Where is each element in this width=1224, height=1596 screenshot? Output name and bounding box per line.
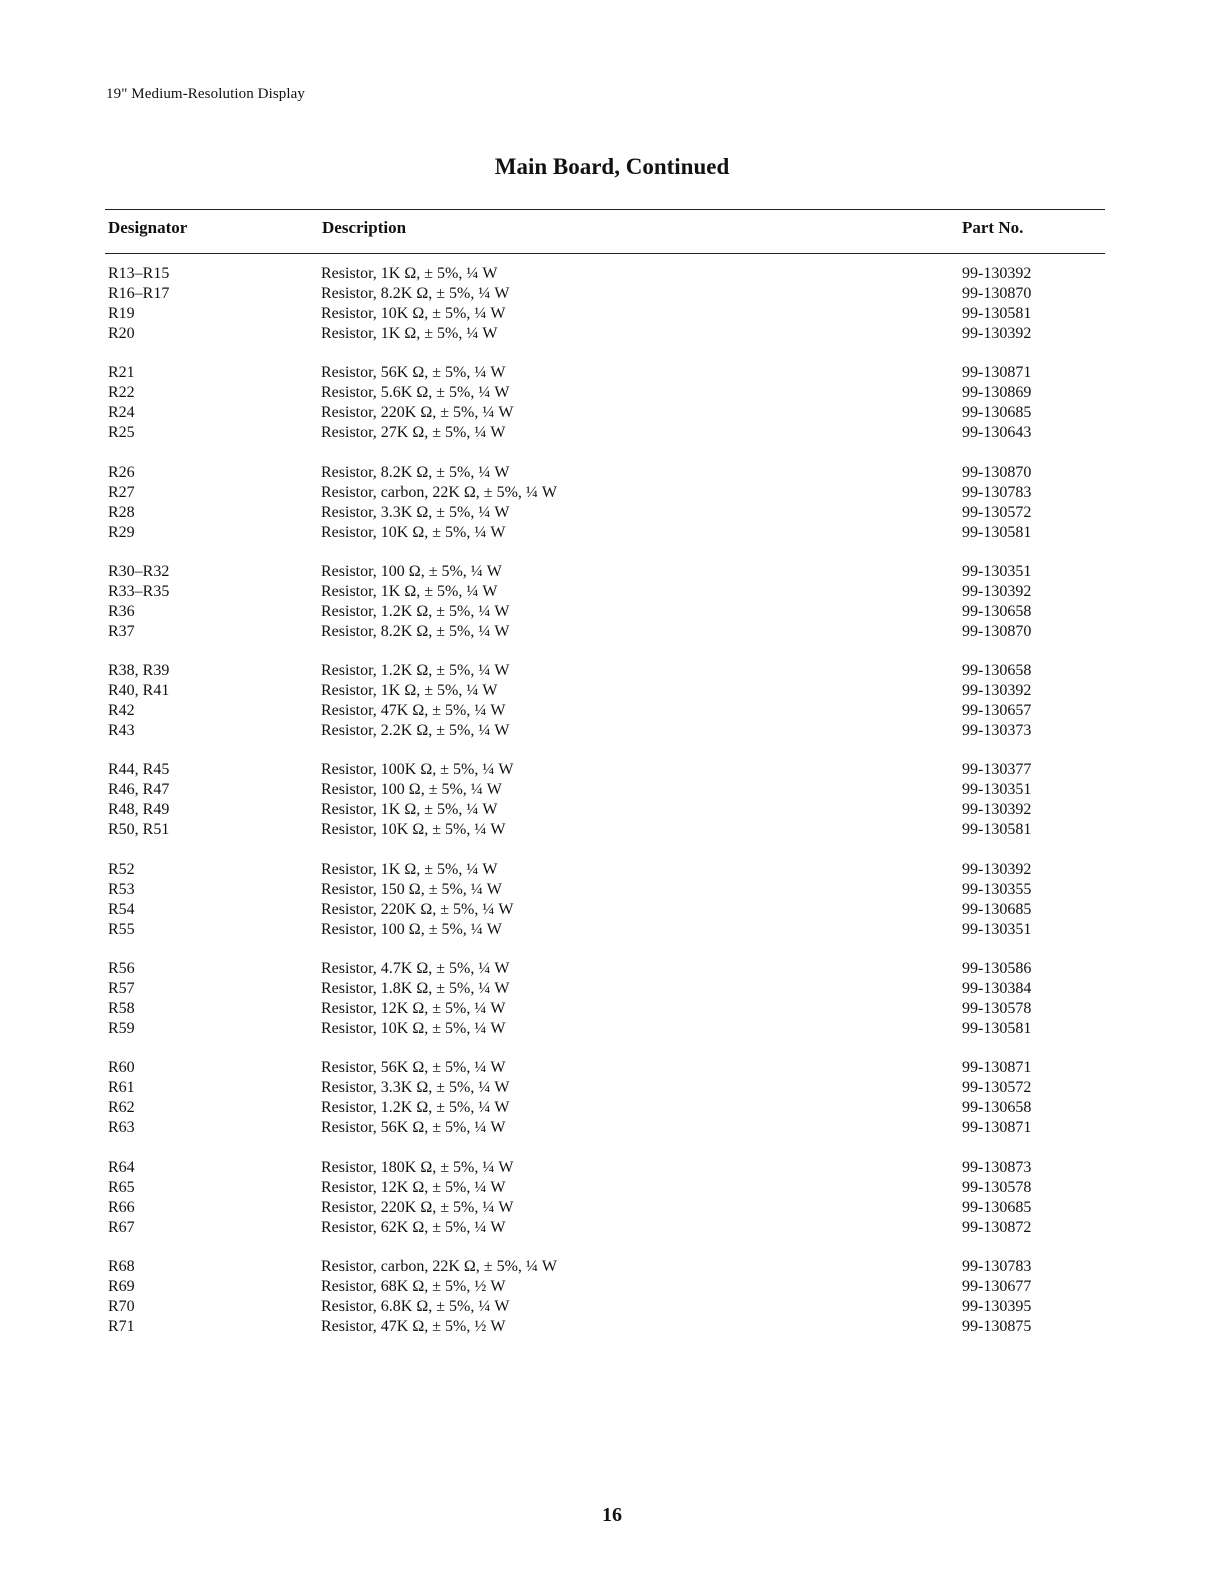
description-cell: Resistor, 4.7K Ω, ± 5%, ¼ W bbox=[321, 960, 510, 978]
description-cell: Resistor, 1K Ω, ± 5%, ¼ W bbox=[321, 325, 498, 342]
description-cell: Resistor, 2.2K Ω, ± 5%, ¼ W bbox=[321, 722, 510, 740]
description-cell: Resistor, carbon, 22K Ω, ± 5%, ¼ W bbox=[321, 1257, 557, 1275]
designator-cell: R59 bbox=[108, 1020, 135, 1038]
designator-cell: R13–R15 bbox=[108, 265, 170, 282]
designator-cell: R60 bbox=[108, 1059, 135, 1077]
designator-cell: R62 bbox=[108, 1099, 135, 1117]
part-number-cell: 99-130658 bbox=[962, 1099, 1032, 1117]
part-number-cell: 99-130351 bbox=[962, 562, 1032, 580]
designator-cell: R42 bbox=[108, 702, 135, 720]
part-number-cell: 99-130392 bbox=[962, 682, 1032, 700]
designator-cell: R36 bbox=[108, 602, 135, 620]
table-row bbox=[0, 780, 1224, 800]
part-number-cell: 99-130373 bbox=[962, 722, 1032, 740]
part-number-cell: 99-130578 bbox=[962, 1000, 1032, 1018]
description-cell: Resistor, 12K Ω, ± 5%, ¼ W bbox=[321, 1178, 506, 1196]
table-row bbox=[0, 900, 1224, 920]
table-row bbox=[0, 503, 1224, 523]
part-number-cell: 99-130677 bbox=[962, 1277, 1032, 1295]
designator-cell: R29 bbox=[108, 523, 135, 541]
designator-cell: R33–R35 bbox=[108, 582, 170, 600]
designator-cell: R25 bbox=[108, 424, 135, 442]
part-number-cell: 99-130685 bbox=[962, 1198, 1032, 1216]
designator-cell: R70 bbox=[108, 1297, 135, 1315]
description-cell: Resistor, 10K Ω, ± 5%, ¼ W bbox=[321, 821, 506, 839]
description-cell: Resistor, 8.2K Ω, ± 5%, ¼ W bbox=[321, 622, 510, 640]
description-cell: Resistor, 180K Ω, ± 5%, ¼ W bbox=[321, 1158, 514, 1176]
part-number-cell: 99-130581 bbox=[962, 305, 1032, 322]
description-cell: Resistor, 1K Ω, ± 5%, ¼ W bbox=[321, 582, 498, 600]
description-cell: Resistor, 150 Ω, ± 5%, ¼ W bbox=[321, 880, 502, 898]
description-cell: Resistor, 6.8K Ω, ± 5%, ¼ W bbox=[321, 1297, 510, 1315]
designator-cell: R38, R39 bbox=[108, 662, 170, 680]
part-number-cell: 99-130872 bbox=[962, 1218, 1032, 1236]
table-row bbox=[0, 721, 1224, 741]
table-row bbox=[0, 463, 1224, 483]
table-row bbox=[0, 880, 1224, 900]
row-group bbox=[0, 562, 1224, 642]
designator-cell: R44, R45 bbox=[108, 761, 170, 779]
table-row bbox=[0, 1297, 1224, 1317]
designator-cell: R64 bbox=[108, 1158, 135, 1176]
designator-cell: R22 bbox=[108, 384, 135, 402]
part-number-cell: 99-130658 bbox=[962, 662, 1032, 680]
designator-cell: R54 bbox=[108, 900, 135, 918]
part-number-cell: 99-130870 bbox=[962, 622, 1032, 640]
part-number-cell: 99-130395 bbox=[962, 1297, 1032, 1315]
part-number-cell: 99-130392 bbox=[962, 582, 1032, 600]
row-group bbox=[0, 860, 1224, 940]
table-row bbox=[0, 363, 1224, 383]
row-group bbox=[0, 1158, 1224, 1238]
table-row bbox=[0, 1178, 1224, 1198]
row-group bbox=[0, 1257, 1224, 1337]
designator-cell: R20 bbox=[108, 325, 135, 342]
table-header bbox=[0, 218, 1224, 242]
description-cell: Resistor, 100 Ω, ± 5%, ¼ W bbox=[321, 562, 502, 580]
description-cell: Resistor, 1.2K Ω, ± 5%, ¼ W bbox=[321, 602, 510, 620]
table-row bbox=[0, 1317, 1224, 1337]
table-row bbox=[0, 1277, 1224, 1297]
designator-cell: R30–R32 bbox=[108, 562, 170, 580]
column-header-designator: Designator bbox=[108, 218, 188, 237]
designator-cell: R66 bbox=[108, 1198, 135, 1216]
part-number-cell: 99-130581 bbox=[962, 523, 1032, 541]
designator-cell: R61 bbox=[108, 1079, 135, 1097]
description-cell: Resistor, 8.2K Ω, ± 5%, ¼ W bbox=[321, 463, 510, 481]
part-number-cell: 99-130658 bbox=[962, 602, 1032, 620]
designator-cell: R40, R41 bbox=[108, 682, 170, 700]
part-number-cell: 99-130685 bbox=[962, 900, 1032, 918]
description-cell: Resistor, 62K Ω, ± 5%, ¼ W bbox=[321, 1218, 506, 1236]
description-cell: Resistor, 5.6K Ω, ± 5%, ¼ W bbox=[321, 384, 510, 402]
part-number-cell: 99-130871 bbox=[962, 1119, 1032, 1137]
designator-cell: R19 bbox=[108, 305, 135, 322]
row-group bbox=[0, 463, 1224, 543]
description-cell: Resistor, 3.3K Ω, ± 5%, ¼ W bbox=[321, 503, 510, 521]
description-cell: Resistor, 1K Ω, ± 5%, ¼ W bbox=[321, 265, 498, 282]
part-number-cell: 99-130581 bbox=[962, 821, 1032, 839]
description-cell: Resistor, 10K Ω, ± 5%, ¼ W bbox=[321, 523, 506, 541]
table-row bbox=[0, 423, 1224, 443]
table-row bbox=[0, 622, 1224, 642]
table-row bbox=[0, 701, 1224, 721]
part-number-cell: 99-130657 bbox=[962, 702, 1032, 720]
designator-cell: R50, R51 bbox=[108, 821, 170, 839]
description-cell: Resistor, 12K Ω, ± 5%, ¼ W bbox=[321, 1000, 506, 1018]
row-group bbox=[0, 1058, 1224, 1138]
column-header-description: Description bbox=[322, 218, 407, 237]
part-number-cell: 99-130384 bbox=[962, 980, 1032, 998]
part-number-cell: 99-130392 bbox=[962, 265, 1032, 282]
table-row bbox=[0, 1098, 1224, 1118]
part-number-cell: 99-130643 bbox=[962, 424, 1032, 442]
description-cell: Resistor, 68K Ω, ± 5%, ½ W bbox=[321, 1277, 506, 1295]
part-number-cell: 99-130871 bbox=[962, 1059, 1032, 1077]
designator-cell: R27 bbox=[108, 483, 135, 501]
designator-cell: R55 bbox=[108, 920, 135, 938]
running-header: 19" Medium-Resolution Display bbox=[106, 86, 306, 102]
part-number-cell: 99-130783 bbox=[962, 1257, 1032, 1275]
table-row bbox=[0, 304, 1224, 324]
designator-cell: R67 bbox=[108, 1218, 135, 1236]
table-row bbox=[0, 681, 1224, 701]
part-number-cell: 99-130355 bbox=[962, 880, 1032, 898]
table-row bbox=[0, 1257, 1224, 1277]
part-number-cell: 99-130392 bbox=[962, 325, 1032, 342]
designator-cell: R16–R17 bbox=[108, 285, 170, 302]
part-number-cell: 99-130586 bbox=[962, 960, 1032, 978]
part-number-cell: 99-130870 bbox=[962, 463, 1032, 481]
description-cell: Resistor, 220K Ω, ± 5%, ¼ W bbox=[321, 900, 514, 918]
designator-cell: R63 bbox=[108, 1119, 135, 1137]
part-number-cell: 99-130351 bbox=[962, 920, 1032, 938]
table-row bbox=[0, 582, 1224, 602]
table-row bbox=[0, 523, 1224, 543]
table-header-rule bbox=[105, 253, 1105, 254]
table-row bbox=[0, 1118, 1224, 1138]
designator-cell: R48, R49 bbox=[108, 801, 170, 819]
row-group bbox=[0, 264, 1224, 344]
designator-cell: R21 bbox=[108, 364, 135, 382]
description-cell: Resistor, 100K Ω, ± 5%, ¼ W bbox=[321, 761, 514, 779]
description-cell: Resistor, carbon, 22K Ω, ± 5%, ¼ W bbox=[321, 483, 557, 501]
description-cell: Resistor, 100 Ω, ± 5%, ¼ W bbox=[321, 781, 502, 799]
designator-cell: R57 bbox=[108, 980, 135, 998]
row-group bbox=[0, 661, 1224, 741]
part-number-cell: 99-130392 bbox=[962, 801, 1032, 819]
table-row bbox=[0, 920, 1224, 940]
table-row bbox=[0, 999, 1224, 1019]
designator-cell: R46, R47 bbox=[108, 781, 170, 799]
part-number-cell: 99-130871 bbox=[962, 364, 1032, 382]
description-cell: Resistor, 56K Ω, ± 5%, ¼ W bbox=[321, 364, 506, 382]
description-cell: Resistor, 3.3K Ω, ± 5%, ¼ W bbox=[321, 1079, 510, 1097]
table-row bbox=[0, 1198, 1224, 1218]
description-cell: Resistor, 1.2K Ω, ± 5%, ¼ W bbox=[321, 662, 510, 680]
description-cell: Resistor, 1K Ω, ± 5%, ¼ W bbox=[321, 860, 498, 878]
description-cell: Resistor, 47K Ω, ± 5%, ¼ W bbox=[321, 702, 506, 720]
page-title: Main Board, Continued bbox=[494, 154, 730, 179]
description-cell: Resistor, 220K Ω, ± 5%, ¼ W bbox=[321, 404, 514, 422]
table-row bbox=[0, 1158, 1224, 1178]
table-row bbox=[0, 324, 1224, 344]
part-number-cell: 99-130875 bbox=[962, 1317, 1032, 1335]
column-header-part-no: Part No. bbox=[962, 218, 1024, 237]
designator-cell: R43 bbox=[108, 722, 135, 740]
row-group bbox=[0, 760, 1224, 840]
table-row bbox=[0, 483, 1224, 503]
table-row bbox=[0, 1058, 1224, 1078]
table-row bbox=[0, 661, 1224, 681]
row-group bbox=[0, 363, 1224, 443]
table-row bbox=[0, 1019, 1224, 1039]
table-row bbox=[0, 1218, 1224, 1238]
part-number-cell: 99-130572 bbox=[962, 503, 1032, 521]
designator-cell: R24 bbox=[108, 404, 135, 422]
designator-cell: R52 bbox=[108, 860, 135, 878]
part-number-cell: 99-130581 bbox=[962, 1020, 1032, 1038]
designator-cell: R69 bbox=[108, 1277, 135, 1295]
part-number-cell: 99-130578 bbox=[962, 1178, 1032, 1196]
parts-table-body bbox=[0, 264, 1224, 1356]
table-row bbox=[0, 562, 1224, 582]
table-row bbox=[0, 1078, 1224, 1098]
table-row bbox=[0, 284, 1224, 304]
table-row bbox=[0, 264, 1224, 284]
designator-cell: R28 bbox=[108, 503, 135, 521]
description-cell: Resistor, 56K Ω, ± 5%, ¼ W bbox=[321, 1119, 506, 1137]
table-row bbox=[0, 979, 1224, 999]
part-number-cell: 99-130572 bbox=[962, 1079, 1032, 1097]
part-number-cell: 99-130392 bbox=[962, 860, 1032, 878]
description-cell: Resistor, 1K Ω, ± 5%, ¼ W bbox=[321, 801, 498, 819]
part-number-cell: 99-130351 bbox=[962, 781, 1032, 799]
description-cell: Resistor, 1.8K Ω, ± 5%, ¼ W bbox=[321, 980, 510, 998]
part-number-cell: 99-130783 bbox=[962, 483, 1032, 501]
table-row bbox=[0, 760, 1224, 780]
description-cell: Resistor, 1.2K Ω, ± 5%, ¼ W bbox=[321, 1099, 510, 1117]
description-cell: Resistor, 220K Ω, ± 5%, ¼ W bbox=[321, 1198, 514, 1216]
description-cell: Resistor, 1K Ω, ± 5%, ¼ W bbox=[321, 682, 498, 700]
part-number-cell: 99-130869 bbox=[962, 384, 1032, 402]
description-cell: Resistor, 47K Ω, ± 5%, ½ W bbox=[321, 1317, 506, 1335]
designator-cell: R56 bbox=[108, 960, 135, 978]
part-number-cell: 99-130873 bbox=[962, 1158, 1032, 1176]
designator-cell: R26 bbox=[108, 463, 135, 481]
table-row bbox=[0, 959, 1224, 979]
table-row bbox=[0, 403, 1224, 423]
part-number-cell: 99-130870 bbox=[962, 285, 1032, 302]
part-number-cell: 99-130377 bbox=[962, 761, 1032, 779]
designator-cell: R53 bbox=[108, 880, 135, 898]
description-cell: Resistor, 8.2K Ω, ± 5%, ¼ W bbox=[321, 285, 510, 302]
description-cell: Resistor, 56K Ω, ± 5%, ¼ W bbox=[321, 1059, 506, 1077]
table-row bbox=[0, 860, 1224, 880]
designator-cell: R65 bbox=[108, 1178, 135, 1196]
row-group bbox=[0, 959, 1224, 1039]
designator-cell: R58 bbox=[108, 1000, 135, 1018]
part-number-cell: 99-130685 bbox=[962, 404, 1032, 422]
description-cell: Resistor, 27K Ω, ± 5%, ¼ W bbox=[321, 424, 506, 442]
table-row bbox=[0, 820, 1224, 840]
table-row bbox=[0, 383, 1224, 403]
designator-cell: R71 bbox=[108, 1317, 135, 1335]
designator-cell: R37 bbox=[108, 622, 135, 640]
table-row bbox=[0, 602, 1224, 622]
page-number: 16 bbox=[602, 1504, 622, 1526]
description-cell: Resistor, 10K Ω, ± 5%, ¼ W bbox=[321, 1020, 506, 1038]
table-top-rule bbox=[105, 209, 1105, 210]
table-row bbox=[0, 800, 1224, 820]
description-cell: Resistor, 100 Ω, ± 5%, ¼ W bbox=[321, 920, 502, 938]
description-cell: Resistor, 10K Ω, ± 5%, ¼ W bbox=[321, 305, 506, 322]
designator-cell: R68 bbox=[108, 1257, 135, 1275]
